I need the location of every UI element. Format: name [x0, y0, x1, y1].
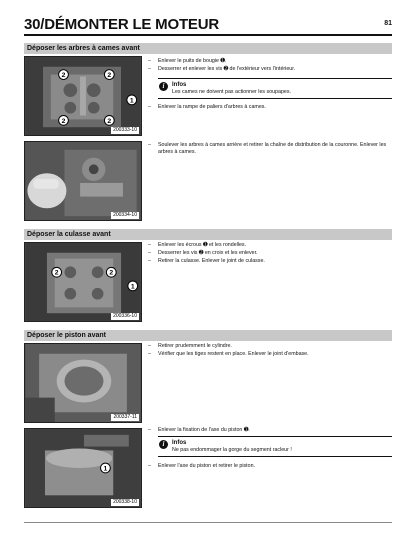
photo-code: 200333-10: [113, 127, 137, 133]
step-item: – Enlever la fixation de l'axe du piston ➊.: [148, 427, 250, 433]
piston-pin-illustration: [25, 429, 141, 507]
section-title-piston: Déposer le piston avant: [24, 330, 392, 341]
step-item: – Desserrer les vis ➋ en croix et les enlever.: [148, 250, 258, 256]
photo-camshaft-bolts: [24, 56, 142, 136]
page-title: 30/DÉMONTER LE MOTEUR: [24, 16, 219, 33]
callout-1-label: 1: [103, 465, 108, 473]
callout-2-topleft-label: 2: [61, 71, 66, 79]
steps-camshaft: [148, 58, 392, 74]
callout-2-bottomleft-label: 2: [61, 117, 66, 125]
callout-1: [127, 95, 137, 105]
info-circle-icon: i: [159, 440, 168, 449]
cylinder-removal-illustration: [25, 344, 141, 422]
page-number: 81: [384, 20, 392, 27]
section-title-cylinder-head: Déposer la culasse avant: [24, 229, 392, 240]
callout-2-topright: [104, 70, 114, 80]
steps-camshaft-rail: [148, 104, 392, 112]
step-item: – Soulever les arbres à cames arrière et retirer la chaîne de distribution de la couronne. Enlever les arbres à cames.: [148, 142, 387, 155]
footer-divider: [24, 522, 392, 523]
callout-1-label: 1: [129, 97, 134, 105]
steps-piston-pin: [148, 427, 392, 435]
step-item: – Retirer la culasse. Enlever le joint de culasse.: [148, 258, 265, 264]
callout-1-label: 1: [130, 283, 135, 291]
info-text: Ne pas endommager la gorge du segment racleur !: [172, 447, 292, 453]
info-box-piston: [158, 436, 392, 457]
photo-code: 200337-11: [113, 414, 137, 420]
callout-2-topright-label: 2: [107, 71, 112, 79]
section-title-camshafts: Déposer les arbres à cames avant: [24, 43, 392, 54]
callout-1: [101, 463, 111, 473]
info-box-cams: [158, 78, 392, 99]
callout-1: [128, 281, 138, 291]
step-item: – Enlever le puits de bougie ➊.: [148, 58, 227, 64]
steps-piston-cylinder: [148, 343, 392, 359]
steps-cylinder-head: [148, 242, 392, 266]
step-item: – Enlever les écrous ➊ et les rondelles.: [148, 242, 247, 248]
step-item: – Vérifier que les tiges restent en place. Enlever le joint d'embase.: [148, 351, 309, 357]
info-circle-icon: i: [159, 82, 168, 91]
callout-2-bottomleft: [59, 116, 69, 126]
info-text: Les cames ne doivent pas actionner les soupapes.: [172, 89, 291, 95]
callout-2-topleft: [59, 70, 69, 80]
steps-camshaft-lift: [148, 142, 392, 157]
photo-piston-pin: [24, 428, 142, 508]
page-header: [24, 14, 392, 36]
cylinder-head-illustration: [25, 243, 141, 321]
camshaft-removal-illustration: [25, 142, 141, 220]
photo-code: 200336-10: [113, 313, 137, 319]
callout-2-right: [106, 267, 116, 277]
steps-piston-remove: [148, 463, 392, 471]
callout-2-left-label: 2: [54, 269, 59, 277]
info-title: Infos: [172, 440, 187, 446]
step-item: – Enlever l'axe du piston et retirer le piston.: [148, 463, 255, 469]
step-item: – Desserrer et enlever les vis ➋ de l'extérieur vers l'intérieur.: [148, 66, 296, 72]
photo-cylinder-head: [24, 242, 142, 322]
photo-camshaft-lift: [24, 141, 142, 221]
photo-code: 200334-10: [113, 212, 137, 218]
photo-code: 200338-10: [113, 499, 137, 505]
info-title: Infos: [172, 82, 187, 88]
callout-2-bottomright-label: 2: [107, 117, 112, 125]
step-item: – Enlever la rampe de paliers d'arbres à cames.: [148, 104, 266, 110]
callout-2-right-label: 2: [109, 269, 114, 277]
engine-head-illustration: [25, 57, 141, 135]
callout-2-bottomright: [104, 116, 114, 126]
step-item: – Retirer prudemment le cylindre.: [148, 343, 232, 349]
photo-cylinder-removal: [24, 343, 142, 423]
callout-2-left: [52, 267, 62, 277]
